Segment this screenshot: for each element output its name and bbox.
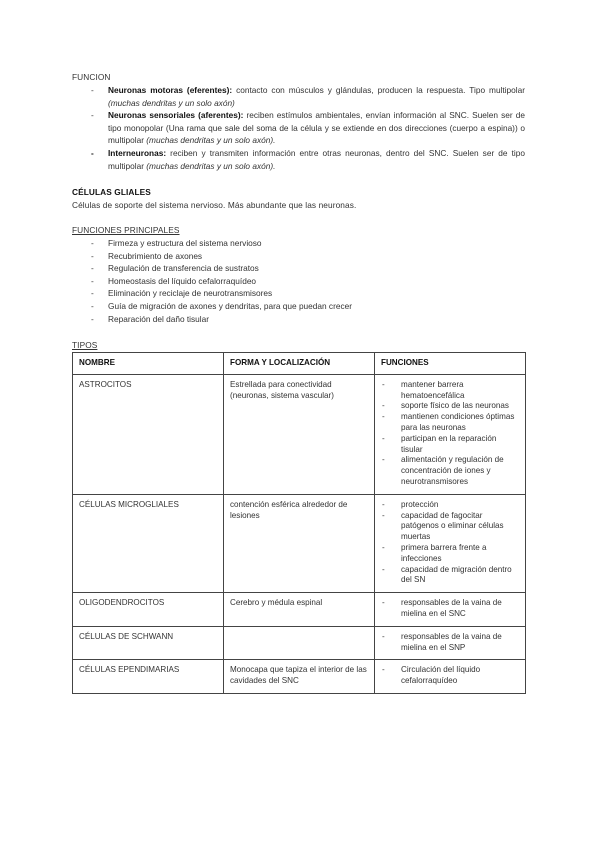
cell-forma: Cerebro y médula espinal [224, 593, 375, 627]
column-header-forma: FORMA Y LOCALIZACIÓN [224, 353, 375, 375]
column-header-nombre: NOMBRE [73, 353, 224, 375]
dash-marker: - [91, 85, 94, 95]
list-item: - Circulación del líquido cefalorraquídeo [382, 665, 481, 686]
cell-funciones [375, 593, 526, 627]
dash-marker: - [91, 110, 94, 121]
list-item: - mantener barrera hematoencefálica [382, 379, 465, 400]
table-row [73, 593, 526, 627]
gliales-intro: Células de soporte del sistema nervioso. Más abundante que las neuronas. [72, 200, 357, 210]
table-row [73, 374, 526, 494]
cell-nombre: OLIGODENDROCITOS [73, 593, 224, 627]
list-item: - soporte físico de las neuronas [382, 401, 509, 411]
cell-funciones [375, 494, 526, 592]
tipos-heading: TIPOS [72, 340, 98, 350]
list-item: - Guía de migración de axones y dendritas, para que puedan crecer [91, 300, 352, 311]
list-item: - Eliminación y reciclaje de neurotransmisores [91, 288, 273, 299]
funcion-item-sensoriales [72, 109, 525, 147]
list-item: - alimentación y regulación de concentración de iones y neurotransmisores [382, 455, 504, 486]
table-row [73, 660, 526, 694]
table-row [73, 626, 526, 660]
funcion-item-interneuronas [72, 147, 525, 172]
cell-forma: Monocapa que tapiza el interior de las cavidades del SNC [224, 660, 375, 694]
list-item: - participan en la reparación tisular [382, 433, 497, 454]
cell-nombre: CÉLULAS DE SCHWANN [73, 626, 224, 660]
cell-nombre: CÉLULAS MICROGLIALES [73, 494, 224, 592]
list-item: - responsables de la vaina de mielina en el SNP [382, 631, 502, 652]
item-title: Neuronas sensoriales (aferentes): [108, 110, 244, 121]
list-item: - protección [382, 499, 439, 509]
dash-marker: - [91, 147, 94, 158]
funcion-list [72, 84, 525, 172]
cell-forma: Estrellada para conectividad (neuronas, sistema vascular) [224, 374, 375, 494]
list-item: - capacidad de fagocitar patógenos o eliminar células muertas [382, 510, 504, 542]
item-text: reciben y transmiten información entre otras neuronas, dentro del SNC. Suelen ser de tipo multipolar [108, 147, 525, 171]
cell-forma [224, 626, 375, 660]
cell-funciones [375, 660, 526, 694]
list-item: - Reparación del daño tisular [91, 313, 210, 324]
item-italic: (muchas dendritas y un solo axón). [146, 135, 276, 146]
list-item: - mantienen condiciones óptimas para las neuronas [382, 412, 515, 432]
item-italic: (muchas dendritas y un solo axón) [108, 97, 235, 108]
cell-funciones [375, 626, 526, 660]
table-header-row [73, 353, 526, 375]
item-text: reciben estímulos ambientales, envían información al SNC. Suelen ser de tipo monopolar (Una rama que sale del soma de la célula y se extiende en dos direcciones (cuerpo a espina)) o multipolar [108, 110, 525, 146]
list-item: - responsables de la vaina de mielina en el SNC [382, 598, 502, 618]
funcion-heading: FUNCION [72, 72, 111, 82]
funcion-item-motoras [72, 84, 525, 109]
item-italic: (muchas dendritas y un solo axón). [146, 160, 276, 171]
funciones-principales-heading: FUNCIONES PRINCIPALES [72, 225, 180, 235]
item-text: contacto con músculos y glándulas, producen la respuesta. Tipo multipolar [232, 85, 525, 95]
funciones-principales-list [72, 237, 525, 325]
list-item: - capacidad de migración dentro del SN [382, 564, 512, 585]
table-row [73, 494, 526, 592]
cell-nombre: ASTROCITOS [73, 374, 224, 494]
list-item: - Regulación de transferencia de sustratos [91, 263, 259, 274]
column-header-funciones: FUNCIONES [375, 353, 526, 375]
list-item: - Homeostasis del líquido cefalorraquídeo [91, 275, 257, 286]
gliales-heading: CÉLULAS GLIALES [72, 187, 151, 197]
item-title: Interneuronas: [108, 147, 167, 158]
cell-nombre: CÉLULAS EPENDIMARIAS [73, 660, 224, 694]
cell-funciones [375, 374, 526, 494]
list-item: - Firmeza y estructura del sistema nervioso [91, 238, 262, 248]
list-item: - primera barrera frente a infecciones [382, 542, 487, 563]
list-item: - Recubrimiento de axones [91, 250, 203, 261]
tipos-table [72, 352, 526, 694]
item-title: Neuronas motoras (eferentes): [108, 85, 233, 95]
cell-forma: contención esférica alrededor de lesiones [224, 494, 375, 592]
